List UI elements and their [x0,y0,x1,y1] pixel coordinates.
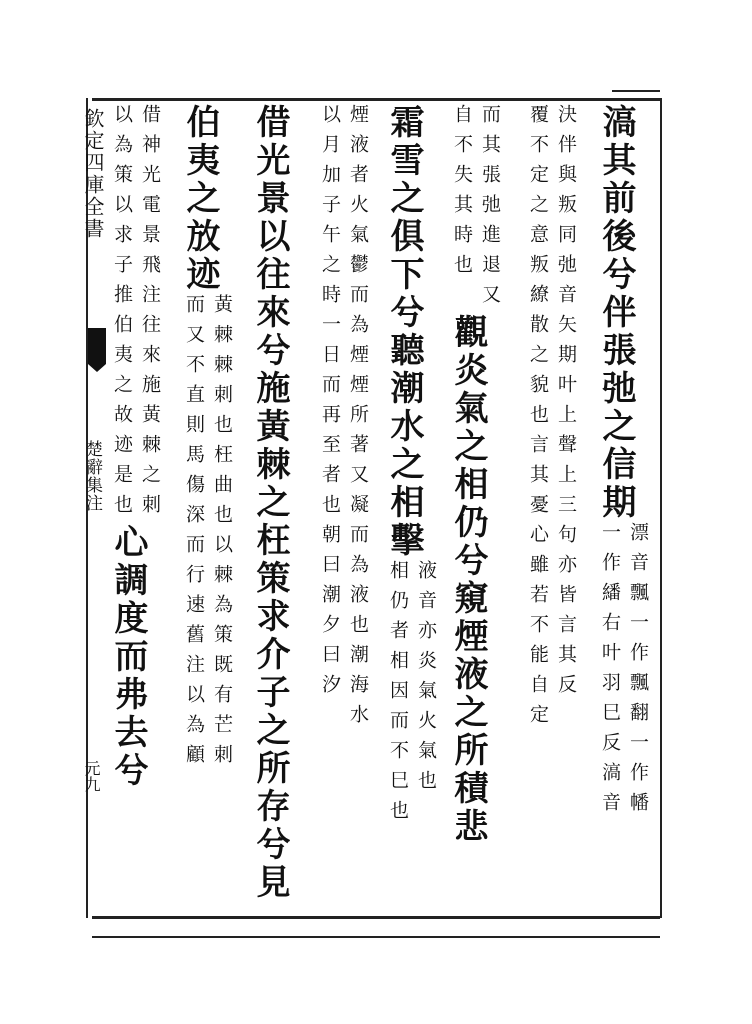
text-column-3 [448,104,504,912]
bottom-border [92,916,660,919]
text-column-8 [108,104,164,912]
right-frame-line [660,98,662,918]
collection-title: 欽定四庫全書 [81,108,105,240]
annotation-pair [596,522,652,822]
page-number: 元九 [82,760,101,792]
annotation-right: 煙液者火氣鬱而為煙煙所著又凝而為液也潮海水 [347,104,369,734]
annotation-right: 決伴與叛同弛音矢期叶上聲上三句亦皆言其反 [555,104,577,704]
main-text: 滈其前後兮伴張弛之信期 [596,104,636,522]
annotation-right: 液音亦炎氣火氣也 [415,560,437,800]
fishtail-mark [88,328,106,364]
annotation-right: 黃棘棘刺也枉曲也以棘為策既有芒刺 [211,294,233,774]
annotation-pair [180,294,236,774]
text-column-1 [596,104,652,912]
book-title: 楚辭集注 [82,440,102,512]
text-column-6: 借光景以往來兮施黃棘之枉策求介子之所存兮見 [250,104,290,902]
annotation-left: 相仍者相因而不巳也 [387,560,409,830]
text-column-2 [520,104,580,912]
annotation-right: 漂音飄一作飄翻一作幡 [627,522,649,822]
annotation-left: 以為策以求子推伯夷之故迹是也 [111,104,133,524]
text-column-5 [312,104,372,912]
annotation-right: 而其張弛進退又 [479,104,501,314]
top-border [92,98,660,101]
text-column-7 [180,104,236,912]
annotation-left: 覆不定之意叛繚散之貌也言其憂心雖若不能自定 [527,104,549,734]
main-text: 心調度而弗去兮 [108,524,148,790]
top-border-accent [612,90,660,92]
annotation-pair [108,104,164,524]
main-text: 霜雪之俱下兮聽潮水之相擊 [384,104,424,560]
annotation-pair [384,560,440,830]
annotation-left: 以月加子午之時一日而再至者也朝曰潮夕曰汐 [319,104,341,704]
bottom-border-inner [92,936,660,938]
annotation-left: 一作繙右叶羽巳反滈音 [599,522,621,822]
main-text: 觀炎氣之相仍兮窺煙液之所積悲 [448,314,488,846]
main-text: 伯夷之放迹 [180,104,220,294]
annotation-left: 自不失其時也 [451,104,473,284]
annotation-right: 借神光電景飛注往來施黃棘之刺 [139,104,161,524]
annotation-pair [448,104,504,314]
annotation-left: 而又不直則馬傷深而行速舊注以為顧 [183,294,205,774]
text-column-4 [384,104,440,912]
